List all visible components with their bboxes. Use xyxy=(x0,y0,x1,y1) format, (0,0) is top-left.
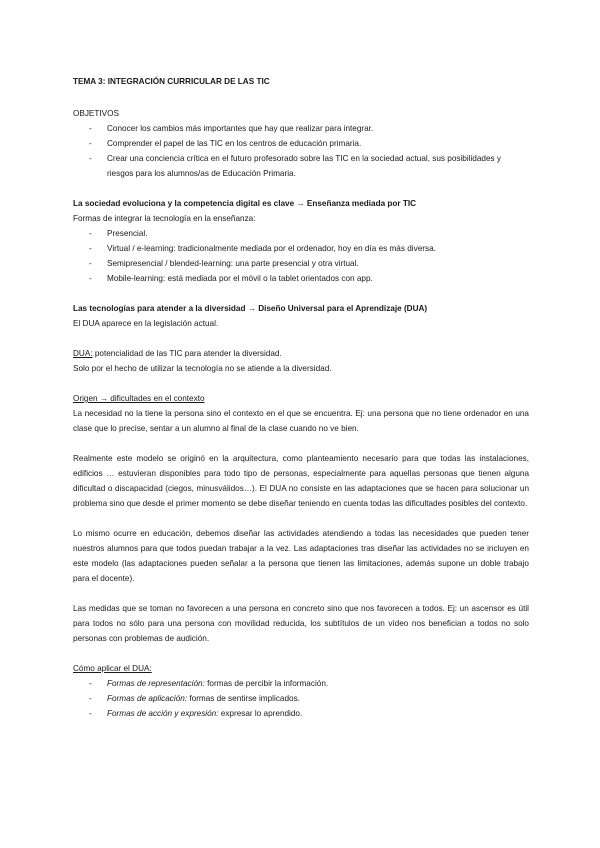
dua-line2: Solo por el hecho de utilizar la tecnología no se atiende a la diversidad. xyxy=(73,364,332,373)
how-list xyxy=(73,676,529,721)
society-list xyxy=(73,226,529,286)
list-item: - Semipresencial / blended-learning: una parte presencial y otra virtual. xyxy=(89,256,529,271)
how-heading: Cómo aplicar el DUA: xyxy=(73,664,152,673)
society-intro: Formas de integrar la tecnología en la enseñanza: xyxy=(73,214,256,223)
list-item xyxy=(89,706,529,721)
objectives-heading: OBJETIVOS xyxy=(73,109,119,118)
dua-text: potencialidad de las TIC para atender la diversidad. xyxy=(92,349,282,358)
list-item xyxy=(89,676,529,691)
list-item: - Presencial. xyxy=(89,226,529,241)
how-term: Formas de aplicación: xyxy=(107,694,188,703)
list-item xyxy=(89,691,529,706)
dua-definition xyxy=(73,346,529,361)
origin-heading: Origen → dificultades en el contexto xyxy=(73,394,205,403)
diversity-heading: Las tecnologías para atender a la diversidad → Diseño Universal para el Aprendizaje (DUA) xyxy=(73,304,428,313)
how-desc: formas de sentirse implicados. xyxy=(187,694,300,703)
list-item: - Virtual / e-learning: tradicionalmente mediada por el ordenador, hoy en día es más diversa. xyxy=(89,241,529,256)
document-body xyxy=(73,74,529,721)
list-item: - Crear una conciencia crítica en el futuro profesorado sobre las TIC en la sociedad actual, sus posibilidades y riesgos para los alumnos/as de Educación Primaria. xyxy=(89,151,529,181)
how-term: Formas de representación: xyxy=(107,679,205,688)
how-desc: formas de percibir la información. xyxy=(204,679,329,688)
list-item: - Conocer los cambios más importantes que hay que realizar para integrar. xyxy=(89,121,529,136)
origin-paragraph-3: Lo mismo ocurre en educación, debemos diseñar las actividades atendiendo a todas las necesidades que pueden tener nuestros alumnos para que todos puedan trabajar a la vez. Las adaptaciones tras diseñar las actividades no se incluyen en este modelo (las adaptaciones pueden señalar a la persona que tienen las limitaciones, además supone un doble trabajo para el docente). xyxy=(73,529,529,583)
origin-paragraph-1: La necesidad no la tiene la persona sino el contexto en el que se encuentra. Ej: una persona que no tiene ordenador en una clase que lo precise, sentar a un alumno al final de la clase cuando no ve bien. xyxy=(73,409,529,433)
page-title: TEMA 3: INTEGRACIÓN CURRICULAR DE LAS TIC xyxy=(73,77,270,86)
origin-paragraph-4: Las medidas que se toman no favorecen a una persona en concreto sino que nos favorecen a todos. Ej: un ascensor es útil para todos no sólo para una persona con movilidad reducida, los subtítulos de un vídeo nos benefician a todos no solo personas con problemas de audición. xyxy=(73,604,529,643)
dua-label: DUA: xyxy=(73,349,93,358)
diversity-line: El DUA aparece en la legislación actual. xyxy=(73,319,219,328)
origin-paragraph-2: Realmente este modelo se originó en la arquitectura, como planteamiento necesario para que todas las instalaciones, edificios … estuvieran disponibles para todo tipo de personas, especialmente para aquellas personas que tienen alguna dificultad o discapacidad (ciegos, minusválidos…). El DUA no consiste en las adaptaciones que se hacen para solucionar un problema sino que desde el primer momento se debe diseñar teniendo en cuenta todas las dificultades posibles del contexto. xyxy=(73,454,529,508)
society-heading: La sociedad evoluciona y la competencia digital es clave → Enseñanza mediada por TIC xyxy=(73,199,417,208)
list-item: - Mobile-learning: está mediada por el móvil o la tablet orientados con app. xyxy=(89,271,529,286)
objectives-list xyxy=(73,121,529,181)
how-term: Formas de acción y expresión: xyxy=(107,709,219,718)
list-item: - Comprender el papel de las TIC en los centros de educación primaria. xyxy=(89,136,529,151)
how-desc: expresar lo aprendido. xyxy=(218,709,303,718)
